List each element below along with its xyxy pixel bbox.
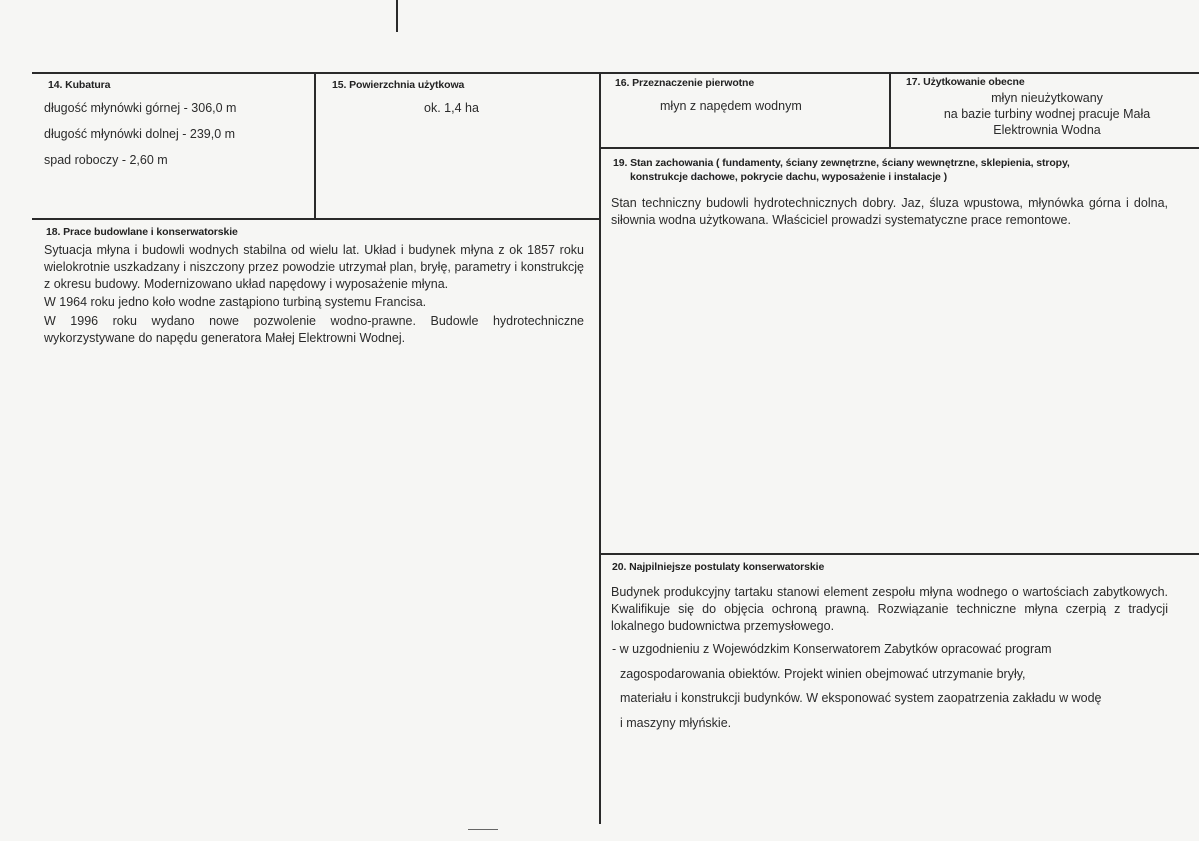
s17-line-2: na bazie turbiny wodnej pracuje Mała	[943, 107, 1151, 121]
s20-line-3: materiału i konstrukcji budynków. W eksponować system zaopatrzenia zakładu w wodę	[620, 691, 1102, 705]
bottom-mark	[468, 829, 498, 830]
rule-above-20	[599, 553, 1199, 555]
section-20-title: 20. Najpilniejsze postulaty konserwatorskie	[612, 561, 825, 573]
s20-intro: Budynek produkcyjny tartaku stanowi element zespołu młyna wodnego o wartościach zabytkowych. Kwalifikuje się do objęcia ochroną prawną. Rozwiązanie techniczne młyna czerpią z tradycji lokalnego budownictwa przemysłowego.	[611, 585, 1168, 633]
section-16-title: 16. Przeznaczenie pierwotne	[615, 77, 755, 89]
s18-paragraph-2: W 1964 roku jedno koło wodne zastąpiono turbiną systemu Francisa.	[44, 295, 427, 309]
s18-paragraph-1: Sytuacja młyna i budowli wodnych stabilna od wielu lat. Układ i budynek młyna z ok 1857 roku wielokrotnie uszkadzany i niszczony przez powodzie utrzymał plan, bryłę, parametry i konstrukcję z okresu budowy. Modernizowano układ napędowy i wyposażenie młyna.	[44, 243, 584, 291]
s14-line-1: długość młynówki górnej - 306,0 m	[44, 101, 237, 115]
s16-value: młyn z napędem wodnym	[660, 99, 802, 113]
s18-paragraph-3: W 1996 roku wydano nowe pozwolenie wodno-prawne. Budowle hydrotechniczne wykorzystywane do napędu generatora Małej Elektrowni Wodnej.	[44, 314, 584, 345]
section-14-title: 14. Kubatura	[48, 79, 111, 91]
s20-line-4: i maszyny młyńskie.	[620, 716, 732, 730]
section-17-title: 17. Użytkowanie obecne	[906, 76, 1025, 88]
s17-line-3: Elektrownia Wodna	[993, 123, 1101, 137]
header-rule	[32, 72, 1199, 74]
section-15-title: 15. Powierzchnia użytkowa	[332, 79, 465, 91]
s14-line-2: długość młynówki dolnej - 239,0 m	[44, 127, 236, 141]
divider-14-15	[314, 72, 316, 219]
section-18-title: 18. Prace budowlane i konserwatorskie	[46, 226, 238, 238]
s20-line-2: zagospodarowania obiektów. Projekt winien obejmować utrzymanie bryły,	[620, 667, 1026, 681]
rule-above-18	[32, 218, 599, 220]
s19-text: Stan techniczny budowli hydrotechnicznych dobry. Jaz, śluza wpustowa, młynówka górna i dolna, siłownia wodna użytkowana. Właściciel prowadzi systematyczne prace remontowe.	[611, 196, 1168, 227]
s18-body	[44, 242, 584, 347]
section-19-title-line-2: konstrukcje dachowe, pokrycie dachu, wyposażenie i instalacje )	[630, 171, 947, 183]
s14-line-3: spad roboczy - 2,60 m	[44, 153, 168, 167]
s20-line-1: - w uzgodnieniu z Wojewódzkim Konserwatorem Zabytków opracować program	[612, 642, 1052, 656]
s17-line-1: młyn nieużytkowany	[991, 91, 1103, 105]
center-divider	[599, 72, 601, 824]
top-edge-tick	[396, 0, 398, 32]
rule-above-19	[599, 147, 1199, 149]
divider-16-17	[889, 72, 891, 148]
section-19-title-line-1: 19. Stan zachowania ( fundamenty, ściany zewnętrzne, ściany wewnętrzne, sklepienia, stropy,	[613, 157, 1070, 169]
s15-value: ok. 1,4 ha	[424, 101, 479, 115]
